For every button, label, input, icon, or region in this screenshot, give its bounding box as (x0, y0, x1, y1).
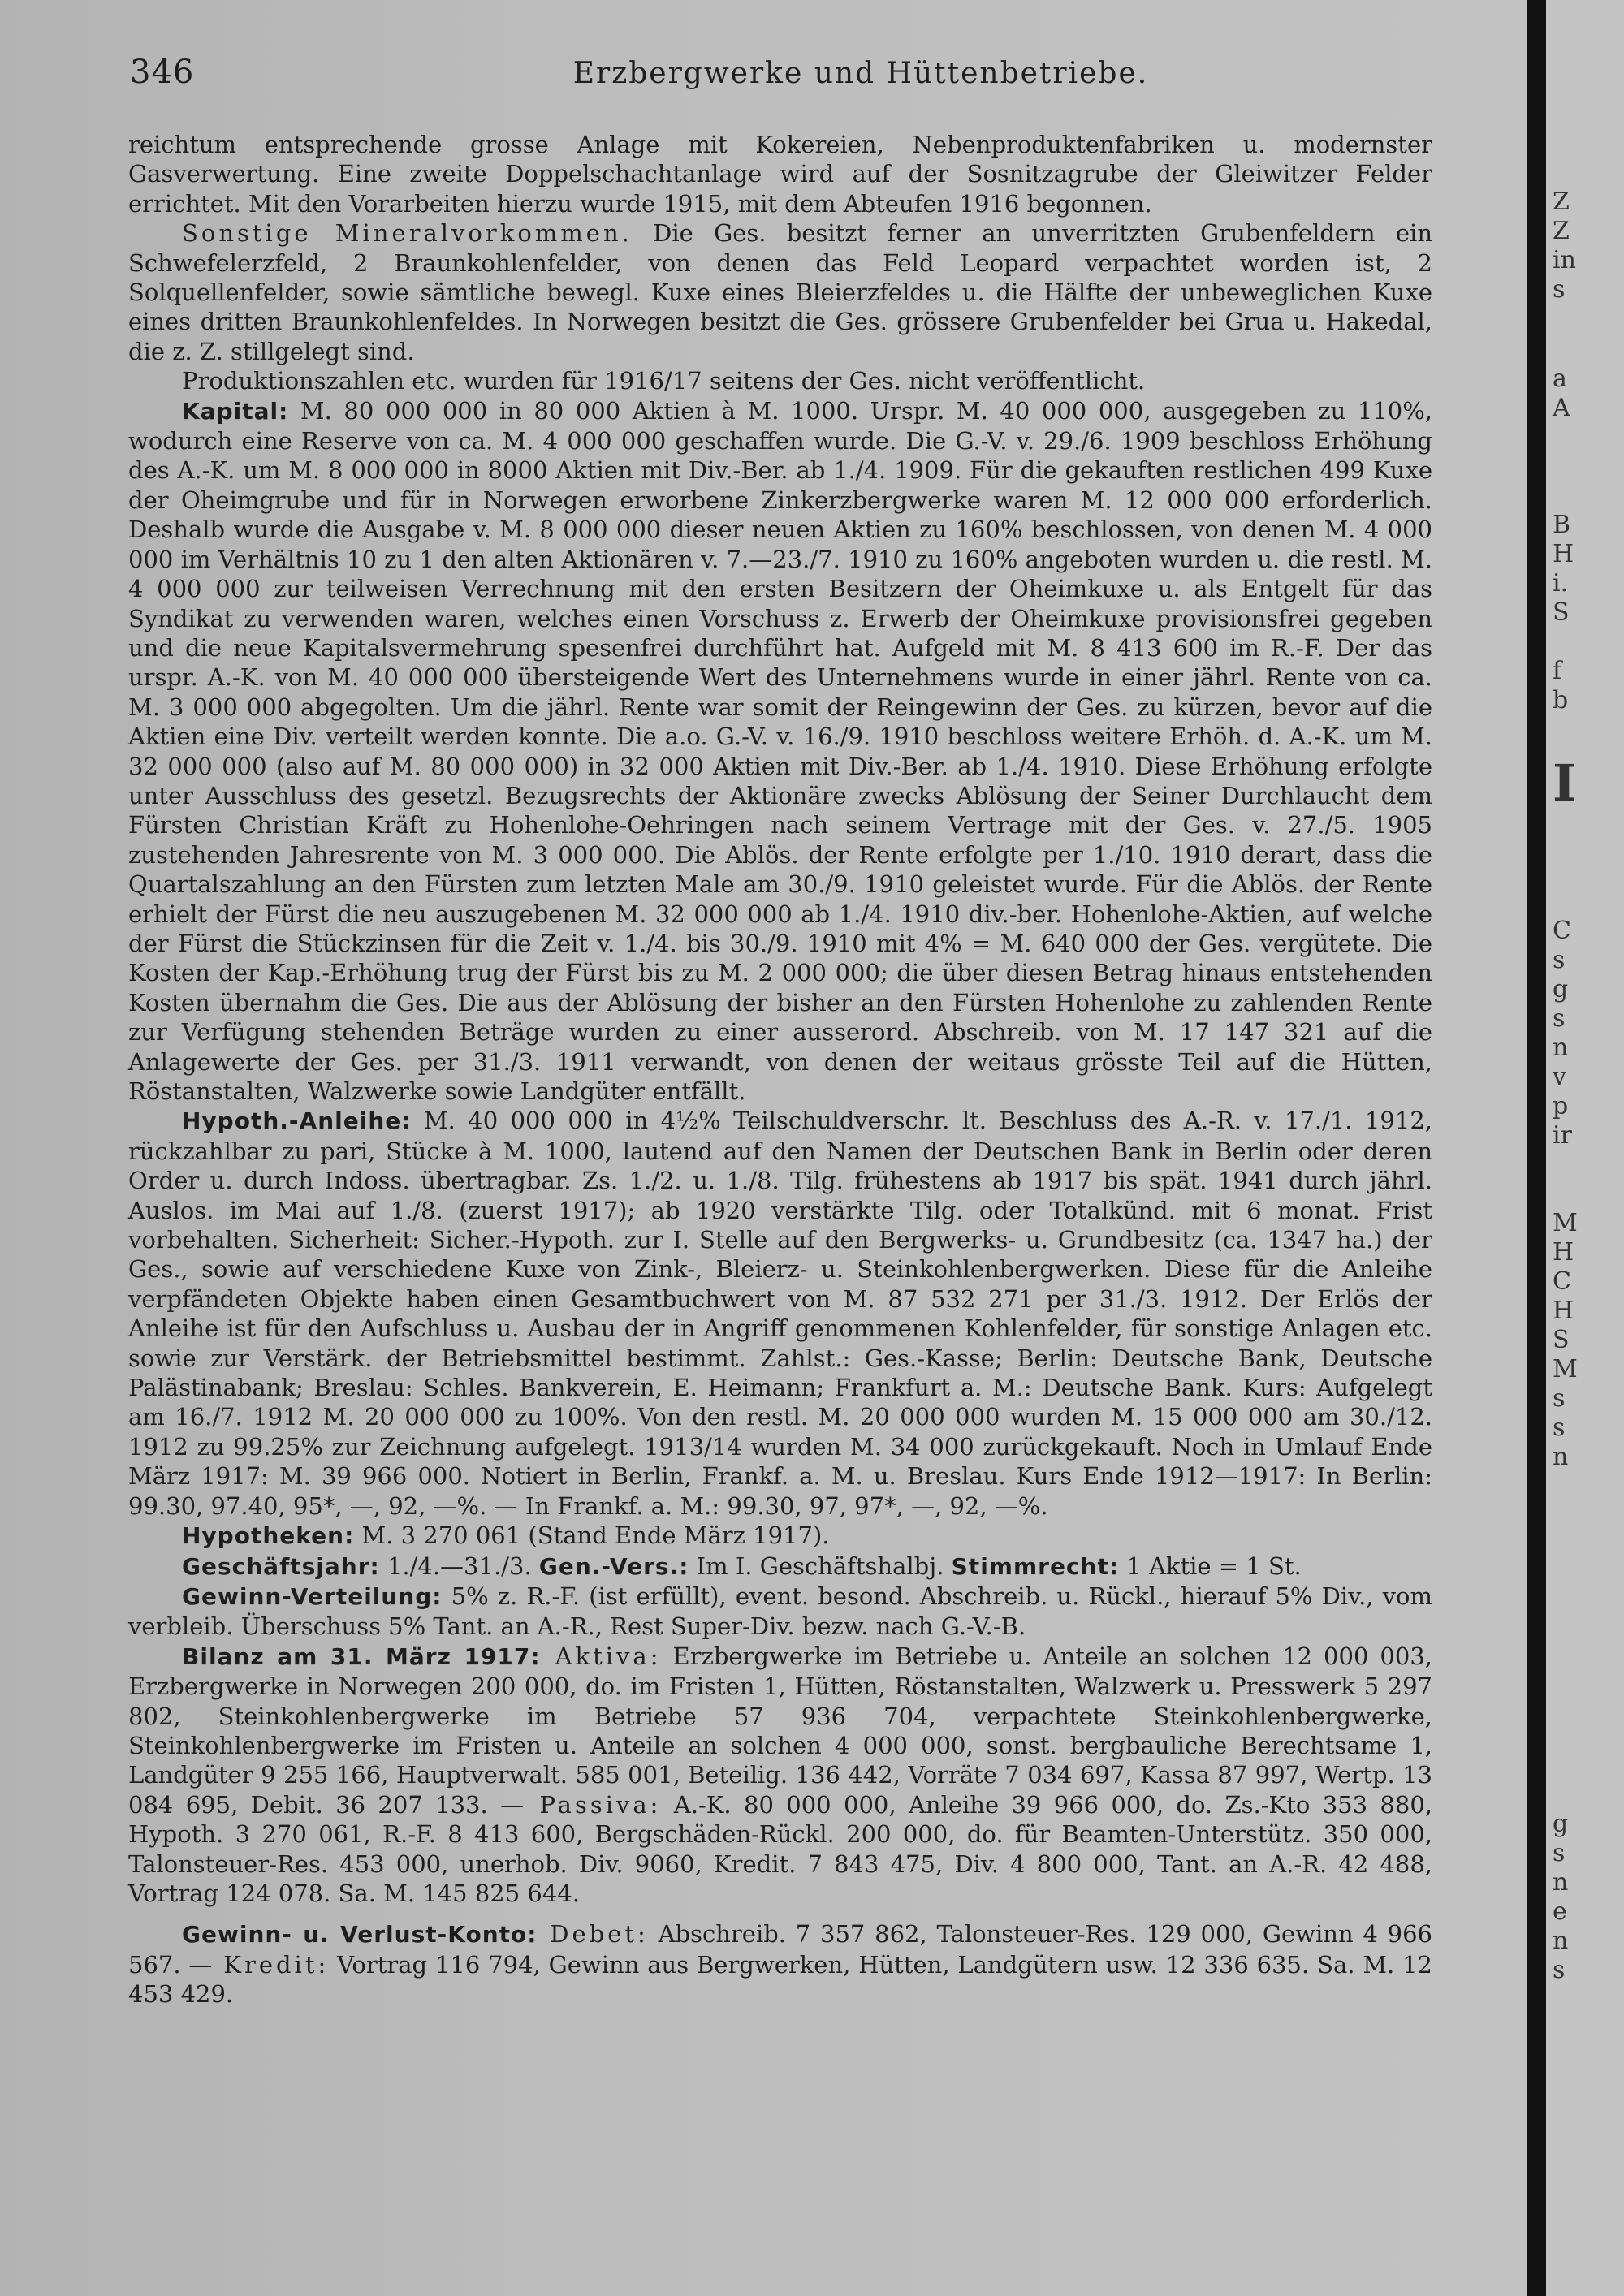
paragraph-text: Produktionszahlen etc. wurden für 1916/17 seitens der Ges. nicht veröffentlicht. (182, 367, 1146, 395)
running-title: Erzbergwerke und Hüttenbetriebe. (572, 57, 1149, 90)
paragraph-text: M. 3 270 061 (Stand Ende März 1917). (354, 1521, 830, 1550)
page-edge-fragment: H (1553, 540, 1574, 568)
page-edge-fragment: S (1553, 598, 1570, 627)
page-edge-fragment: g (1553, 1810, 1569, 1838)
section-heading: Gewinn- u. Verlust-Konto: (182, 1921, 538, 1949)
page-edge-fragment: S (1553, 1326, 1570, 1354)
section-heading: Gewinn-Verteilung: (182, 1582, 443, 1610)
page-edge-fragment: s (1553, 1384, 1566, 1413)
debet-label: Debet: (537, 1920, 649, 1949)
page-edge-fragment: H (1553, 1238, 1574, 1267)
section-heading: Hypoth.-Anleihe: (182, 1107, 412, 1135)
section-heading: Stimmrecht: (951, 1552, 1120, 1580)
paragraph-text: Abschreib. 7 357 862, Talonsteuer-Res. 129 000, Gewinn 4 966 567. — (128, 1920, 1433, 1979)
page-edge-fragment: M (1553, 1355, 1578, 1383)
page-edge-fragment: p (1553, 1092, 1569, 1120)
paragraph-production-figures (128, 366, 1432, 395)
page-edge-fragment: s (1553, 1956, 1566, 1984)
page-edge-fragment: s (1553, 1004, 1566, 1033)
paragraph-mortgages (128, 1521, 1432, 1551)
page-edge-fragment: B (1553, 511, 1571, 539)
page-edge-fragment: n (1553, 1868, 1569, 1897)
paragraph-business-year (128, 1552, 1432, 1582)
paragraph-text: 1./4.—31./3. (379, 1552, 539, 1580)
page-edge-fragment: s (1553, 275, 1566, 304)
page-edge-fragment: n (1553, 1034, 1569, 1062)
page-edge-fragment: i. (1553, 569, 1569, 598)
page-edge-fragment: s (1553, 1413, 1566, 1442)
paragraph-text: Vortrag 116 794, Gewinn aus Bergwerken, Hütten, Landgütern usw. 12 336 635. Sa. M. 12 453 429. (128, 1950, 1432, 2009)
page-edge-fragment: s (1553, 1839, 1566, 1867)
paragraph-text: Im I. Geschäftshalbj. (689, 1552, 952, 1580)
page-edge-fragment: A (1553, 394, 1570, 422)
aktiva-label: Aktiva: (540, 1642, 662, 1670)
page-edge-fragment: Z (1553, 217, 1570, 245)
page-edge-fragment: b (1553, 686, 1569, 714)
page-edge-fragment: in (1553, 246, 1576, 274)
page-edge-fragment: Z (1553, 188, 1570, 216)
paragraph-text: Erzbergwerke im Betriebe u. Anteile an solchen 12 000 003, Erzbergwerke in Norwegen 200 000, do. im Fristen 1, Hütten, Röstanstalten, Walzwerk u. Presswerk 5 297 802, Steinkohlenbergwerke im Betriebe 57 936 704, verpachtete Steinkohlenbergwerke, Steinkohlenbergwerke im Fristen u. Anteile an solchen 4 000 000, sonst. bergbauliche Berechtsame 1, Landgüter 9 255 166, Hauptverwalt. 585 001, Beteilig. 136 442, Vorräte 7 034 697, Kassa 87 997, Wertp. 13 084 695, Debit. 36 207 133. — (128, 1642, 1432, 1819)
section-heading: Gen.-Vers.: (538, 1552, 689, 1580)
page-number: 346 (130, 54, 195, 91)
paragraph-text: M. 40 000 000 in 4½% Teilschuldverschr. lt. Beschluss des A.-R. v. 17./1. 1912, rückzahlbar zu pari, Stücke à M. 1000, lautend auf den Namen der Deutschen Bank in Berlin oder deren Order u. durch Indoss. übertragbar. Zs. 1./2. u. 1./8. Tilg. frühestens ab 1917 bis spät. 1941 durch jährl. Auslos. im Mai auf 1./8. (zuerst 1917); ab 1920 verstärkte Tilg. oder Totalkünd. mit 6 monat. Frist vorbehalten. Sicherheit: Sicher.-Hypoth. zur I. Stelle auf den Bergwerks- u. Grundbesitz (ca. 1347 ha.) der Ges., sowie auf verschiedene Kuxe von Zink-, Bleierz- u. Steinkohlenbergwerken. Diese für die Anleihe verpfändeten Objekte haben einen Gesamtbuchwert von M. 87 532 271 per 31./3. 1912. Der Erlös der Anleihe ist für den Aufschluss u. Ausbau der in Angriff genommenen Kohlenfelder, für sonstige Anlagen etc. sowie zur Verstärk. der Betriebsmittel bestimmt. Zahlst.: Ges.-Kasse; Berlin: Deutsche Bank, Deutsche Palästinabank; Breslau: Schles. Bankverein, E. Heimann; Frankfurt a. M.: Deutsche Bank. Kurs: Aufgelegt am 16./7. 1912 M. 20 000 000 zu 100%. Von den restl. M. 20 000 000 wurden M. 15 000 000 am 30./12. 1912 zu 99.25% zur Zeichnung aufgelegt. 1913/14 wurden M. 34 000 zurückgekauft. Noch in Umlauf Ende März 1917: M. 39 966 000. Notiert in Berlin, Frankf. a. M. u. Breslau. Kurs Ende 1912—1917: In Berlin: 99.30, 97.40, 95*, —, 92, —%. — In Frankf. a. M.: 99.30, 97, 97*, —, 92, —%. (128, 1107, 1432, 1520)
page-edge-fragment: s (1553, 946, 1566, 974)
page-edge-fragment: I (1553, 753, 1577, 813)
page-edge-fragment: n (1553, 1443, 1569, 1471)
page-edge-fragment: C (1553, 1267, 1571, 1296)
page-edge-fragment: v (1553, 1063, 1566, 1091)
passiva-label: Passiva: (524, 1790, 662, 1819)
adjacent-page-edge (1546, 0, 1624, 2296)
paragraph-text: A.-K. 80 000 000, Anleihe 39 966 000, do. Zs.-Kto 353 880, Hypoth. 3 270 061, R.-F. 8 413 600, Bergschäden-Rückl. 200 000, do. für Beamten-Unterstütz. 350 000, Talonsteuer-Res. 453 000, unerhob. Div. 9060, Kredit. 7 843 475, Div. 4 800 000, Tant. an A.-R. 42 488, Vortrag 124 078. Sa. M. 145 825 644. (128, 1790, 1432, 1907)
kredit-label: Kredit: (212, 1950, 330, 1979)
page-edge-fragment: a (1553, 365, 1567, 393)
section-heading: Geschäftsjahr: (182, 1552, 380, 1580)
section-heading: Bilanz am 31. März 1917: (182, 1642, 541, 1670)
paragraph-text: M. 80 000 000 in 80 000 Aktien à M. 1000. Urspr. M. 40 000 000, ausgegeben zu 110%, wodurch eine Reserve von ca. M. 4 000 000 geschaffen wurde. Die G.-V. v. 29./6. 1909 beschloss Erhöhung des A.-K. um M. 8 000 000 in 8000 Aktien mit Div.-Ber. ab 1./4. 1909. Für die gekauften restlichen 499 Kuxe der Oheimgrube und für in Norwegen erworbene Zinkerzbergwerke waren M. 12 000 000 erforderlich. Deshalb wurde die Ausgabe v. M. 8 000 000 dieser neuen Aktien zu 160% beschlossen, von denen M. 4 000 000 im Verhältnis 10 zu 1 den alten Aktionären v. 7.—23./7. 1910 zu 160% angeboten wurden u. die restl. M. 4 000 000 zur teilweisen Verrechnung mit den ersten Besitzern der Oheimkuxe u. als Entgelt für das Syndikat zu verwenden waren, welches einen Vorschuss z. Erwerb der Oheimkuxe provisionsfrei gegeben und die neue Kapitalsvermehrung spesenfrei durchführt hat. Aufgeld mit M. 8 413 600 im R.-F. Der das urspr. A.-K. von M. 40 000 000 übersteigende Wert des Unternehmens wurde in einer jährl. Rente von ca. M. 3 000 000 abgegolten. Um die jährl. Rente war somit der Reingewinn der Ges. zu kürzen, bevor auf die Aktien eine Div. verteilt werden konnte. Die a.o. G.-V. v. 16./9. 1910 beschloss weitere Erhöh. d. A.-K. um M. 32 000 000 (also auf M. 80 000 000) in 32 000 Aktien mit Div.-Ber. ab 1./4. 1910. Diese Erhöhung erfolgte unter Ausschluss des gesetzl. Bezugsrechts der Aktionäre zwecks Ablösung der Seiner Durchlaucht dem Fürsten Christian Kräft zu Hohenlohe-Oehringen nach seinem Vertrage mit der Ges. v. 27./5. 1905 zustehenden Jahresrente von M. 3 000 000. Die Ablös. der Rente erfolgte per 1./10. 1910 derart, dass die Quartalszahlung an den Fürsten zum letzten Male am 30./9. 1910 geleistet wurde. Für die Ablös. der Rente erhielt der Fürst die neu auszugebenen M. 32 000 000 ab 1./4. 1910 div.-ber. Hohenlohe-Aktien, auf welche der Fürst die Stückzinsen für die Zeit v. 1./4. bis 30./9. 1910 mit 4% = M. 640 000 der Ges. vergütete. Die Kosten der Kap.-Erhöhung trug der Fürst bis zu M. 2 000 000; die über diesen Betrag hinaus entstehenden Kosten übernahm die Ges. Die aus der Ablösung der bisher an den Fürsten Hohenlohe zu zahlenden Rente zur Verfügung stehenden Beträge wurden zu einer ausserord. Abschreib. von M. 17 147 321 auf die Anlagewerte der Ges. per 31./3. 1911 verwandt, von denen der weitaus grösste Teil auf die Hütten, Röstanstalten, Walzwerke sowie Landgüter entfällt. (128, 396, 1432, 1105)
page-header (130, 54, 1429, 102)
paragraph-balance-sheet (128, 1642, 1432, 1909)
page-edge-fragment: C (1553, 917, 1571, 945)
body-text (128, 130, 1432, 2009)
paragraph-profit-distribution (128, 1582, 1432, 1642)
paragraph-capital (128, 396, 1432, 1107)
page-edge-fragment: f (1553, 657, 1562, 685)
paragraph-mortgage-bond (128, 1106, 1432, 1521)
page-edge-fragment: H (1553, 1297, 1574, 1325)
section-heading: Kapital: (182, 397, 289, 425)
page-edge-fragment: ir (1553, 1121, 1572, 1150)
page-edge-fragment: M (1553, 1209, 1578, 1237)
paragraph-profit-loss-account (128, 1919, 1432, 2009)
section-heading: Hypotheken: (182, 1522, 355, 1550)
book-gutter-shadow (1527, 0, 1546, 2296)
paragraph-text: Die Ges. besitzt ferner an unverritzten Grubenfeldern ein Schwefelerzfeld, 2 Braunkohlenfelder, von denen das Feld Leopard verpachtet worden ist, 2 Solquellenfelder, sowie sämtliche bewegl. Kuxe eines Bleierzfeldes u. die Hälfte der unbeweglichen Kuxe eines dritten Braunkohlenfeldes. In Norwegen besitzt die Ges. grössere Grubenfelder bei Grua u. Hakedal, die z. Z. stillgelegt sind. (128, 219, 1432, 365)
section-heading: Sonstige Mineralvorkommen. (182, 219, 633, 248)
paragraph-text: 1 Aktie = 1 St. (1119, 1552, 1302, 1580)
paragraph-mineral-deposits (128, 218, 1432, 366)
page-edge-fragment: e (1553, 1897, 1567, 1926)
page-edge-fragment: n (1553, 1927, 1569, 1955)
page-edge-fragment: g (1553, 975, 1569, 1003)
paragraph-text: reichtum entsprechende grosse Anlage mit Kokereien, Nebenproduktenfabriken u. modernster Gasverwertung. Eine zweite Doppelschachtanlage wird auf der Sosnitzagrube der Gleiwitzer Felder errichtet. Mit den Vorarbeiten hierzu wurde 1915, mit dem Abteufen 1916 begonnen. (128, 131, 1432, 218)
paragraph-text: 5% z. R.-F. (ist erfüllt), event. besond. Abschreib. u. Rückl., hierauf 5% Div., vom verbleib. Überschuss 5% Tant. an A.-R., Rest Super-Div. bezw. nach G.-V.-B. (128, 1582, 1432, 1641)
paragraph-continuation (128, 130, 1432, 218)
